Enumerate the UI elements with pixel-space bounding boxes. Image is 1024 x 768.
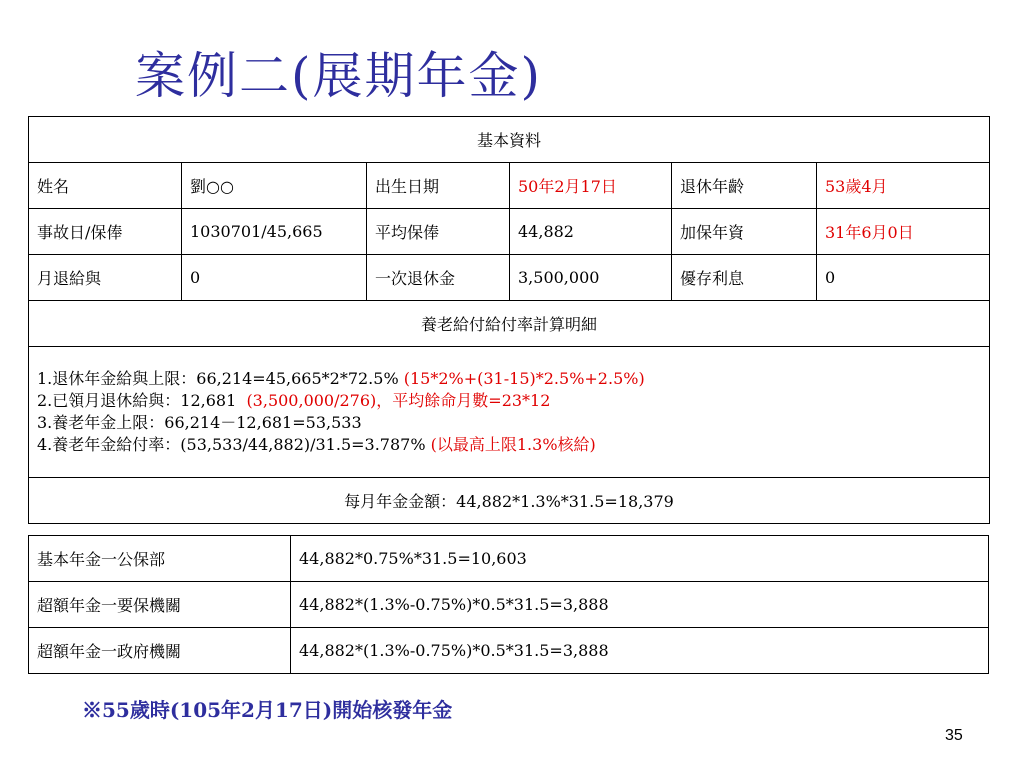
slide-title: 案例二(展期年金) (135, 47, 543, 105)
calc-detail (29, 347, 990, 478)
field-label: 一次退休金 (367, 255, 510, 301)
field-value: 44,882 (510, 209, 672, 255)
breakdown-value: 44,882*(1.3%-0.75%)*0.5*31.5=3,888 (291, 628, 989, 674)
calc-line (37, 412, 981, 434)
calc-line-text: 3.養老年金上限：66,214－12,681=53,533 (37, 413, 362, 432)
calc-header: 養老給付給付率計算明細 (29, 301, 990, 347)
breakdown-row (29, 628, 989, 674)
field-value: 31年6月0日 (817, 209, 990, 255)
footnote: ※55歲時(105年2月17日)開始核發年金 (82, 698, 453, 722)
calc-line (37, 390, 981, 412)
field-value: 1030701/45,665 (182, 209, 367, 255)
breakdown-value: 44,882*(1.3%-0.75%)*0.5*31.5=3,888 (291, 582, 989, 628)
calc-line (37, 434, 981, 456)
breakdown-label: 基本年金一公保部 (29, 536, 291, 582)
field-label: 月退給與 (29, 255, 182, 301)
basic-info-row (29, 163, 990, 209)
breakdown-row (29, 582, 989, 628)
field-value: 3,500,000 (510, 255, 672, 301)
field-label: 平均保俸 (367, 209, 510, 255)
field-label: 優存利息 (672, 255, 817, 301)
calc-detail-row (29, 347, 990, 478)
calc-line-text: 1.退休年金給與上限：66,214=45,665*2*72.5% (37, 369, 399, 388)
field-label: 退休年齡 (672, 163, 817, 209)
monthly-amount: 每月年金金額：44,882*1.3%*31.5=18,379 (29, 478, 990, 524)
page-number: 35 (945, 727, 963, 744)
field-label: 出生日期 (367, 163, 510, 209)
calc-line-note: (15*2%+(31-15)*2.5%+2.5%) (398, 369, 645, 388)
field-value: 50年2月17日 (510, 163, 672, 209)
calc-line-text: 4.養老年金給付率：(53,533/44,882)/31.5=3.787% (37, 435, 426, 454)
basic-info-row (29, 209, 990, 255)
basic-info-row (29, 255, 990, 301)
basic-info-rows (29, 163, 990, 301)
calc-line-note: (3,500,000/276)，平均餘命月數=23*12 (236, 391, 551, 410)
field-label: 事故日/保俸 (29, 209, 182, 255)
basic-info-table (28, 116, 990, 524)
breakdown-row (29, 536, 989, 582)
field-value: 0 (182, 255, 367, 301)
calc-header-row (29, 301, 990, 347)
field-value: 53歲4月 (817, 163, 990, 209)
breakdown-label: 超額年金一政府機關 (29, 628, 291, 674)
calc-line (37, 368, 981, 390)
breakdown-value: 44,882*0.75%*31.5=10,603 (291, 536, 989, 582)
field-label: 姓名 (29, 163, 182, 209)
calc-line-note: (以最高上限1.3%核給) (425, 435, 596, 454)
breakdown-label: 超額年金一要保機關 (29, 582, 291, 628)
field-value: 0 (817, 255, 990, 301)
field-label: 加保年資 (672, 209, 817, 255)
calc-line-text: 2.已領月退休給與：12,681 (37, 391, 237, 410)
basic-info-header: 基本資料 (29, 117, 990, 163)
basic-info-header-row (29, 117, 990, 163)
monthly-amount-row (29, 478, 990, 524)
pension-breakdown-table (28, 535, 989, 674)
field-value: 劉○○ (182, 163, 367, 209)
